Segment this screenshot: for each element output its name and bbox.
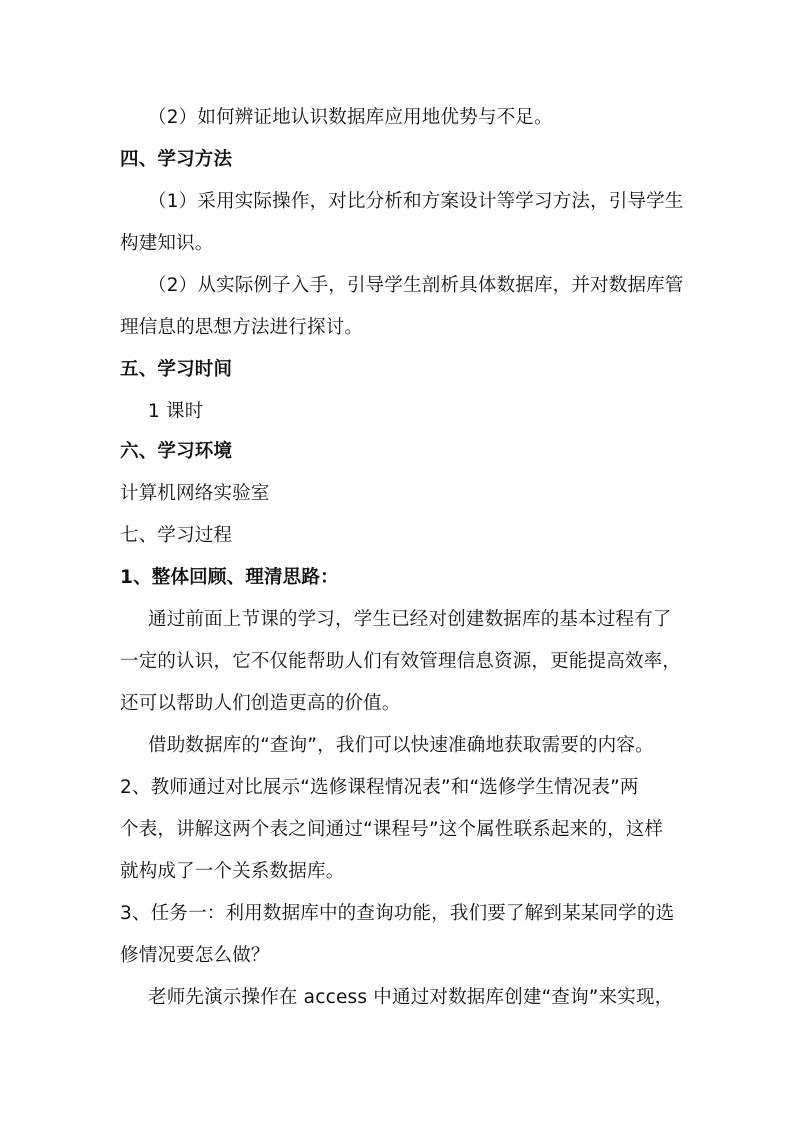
step-1-query-note: 借助数据库的“查询”，我们可以快速准确地获取需要的内容。 [148, 735, 654, 756]
process-step-2-line-2: 个表，讲解这两个表之间通过“课程号”这个属性联系起来的，这样 [120, 819, 664, 840]
method-item-2-line-2: 理信息的思想方法进行探讨。 [120, 317, 364, 338]
learning-environment-value: 计算机网络实验室 [120, 483, 270, 504]
process-step-3-line-1: 3、任务一：利用数据库中的查询功能，我们要了解到某某同学的选 [120, 903, 675, 924]
method-item-1-line-1: （1）采用实际操作，对比分析和方案设计等学习方法，引导学生 [148, 191, 684, 212]
process-step-2-line-3: 就构成了一个关系数据库。 [120, 861, 345, 882]
teacher-demo-paragraph: 老师先演示操作在 access 中通过对数据库创建“查询”来实现， [148, 987, 674, 1008]
section-heading-learning-environment: 六、学习环境 [120, 441, 233, 462]
learning-time-value: 1 课时 [148, 401, 204, 422]
step-1-paragraph-line-1: 通过前面上节课的学习，学生已经对创建数据库的基本过程有了 [148, 609, 672, 630]
process-step-1-heading: 1、整体回顾、理清思路： [120, 567, 339, 588]
section-heading-learning-methods: 四、学习方法 [120, 149, 233, 170]
step-1-paragraph-line-2: 一定的认识，它不仅能帮助人们有效管理信息资源，更能提高效率， [120, 651, 682, 672]
process-step-2-line-1: 2、教师通过对比展示“选修课程情况表”和“选修学生情况表”两 [120, 777, 639, 798]
objective-item-2: （2）如何辨证地认识数据库应用地优势与不足。 [148, 107, 553, 128]
section-heading-learning-time: 五、学习时间 [120, 359, 233, 380]
section-heading-learning-process: 七、学习过程 [120, 525, 233, 546]
method-item-1-line-2: 构建知识。 [120, 233, 214, 254]
method-item-2-line-1: （2）从实际例子入手，引导学生剖析具体数据库，并对数据库管 [148, 275, 684, 296]
step-1-paragraph-line-3: 还可以帮助人们创造更高的价值。 [120, 693, 401, 714]
process-step-3-line-2: 修情况要怎么做？ [120, 945, 270, 966]
